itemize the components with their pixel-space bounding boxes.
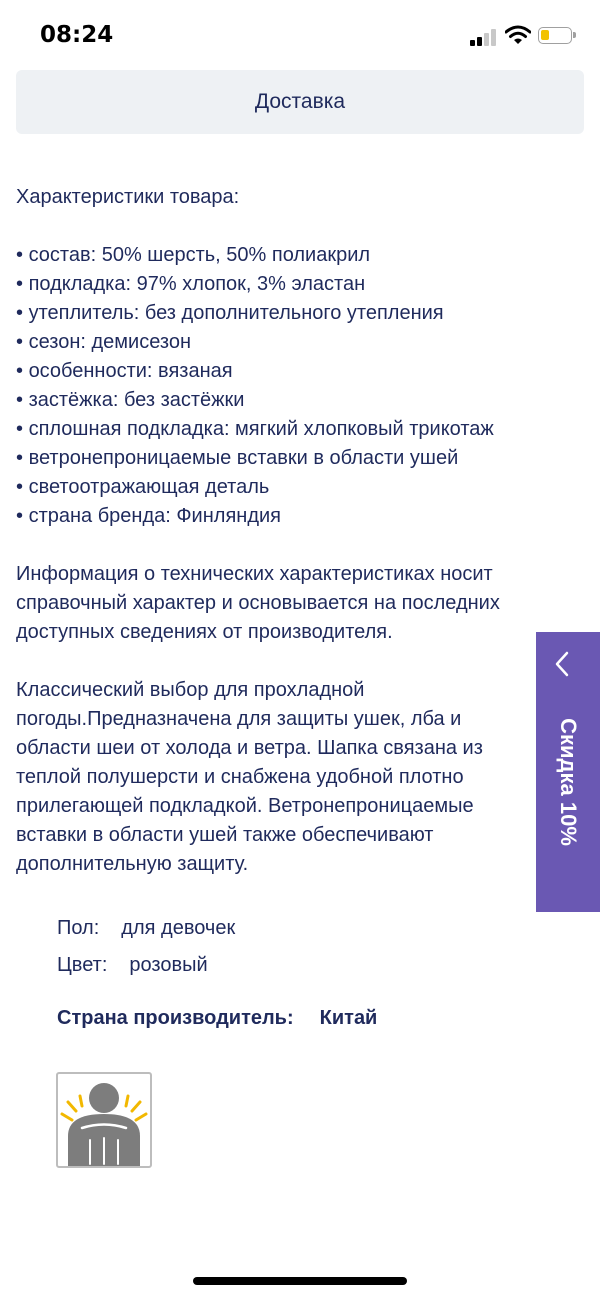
wifi-icon	[505, 24, 531, 46]
product-description	[16, 183, 596, 908]
info-paragraph	[16, 560, 596, 647]
about-line: дополнительную защиту.	[16, 853, 249, 875]
discount-tab[interactable]	[536, 632, 600, 912]
info-line: Информация о технических характеристиках носит	[16, 563, 493, 585]
info-line: справочный характер и основывается на последних	[16, 592, 500, 614]
country-row	[57, 1007, 377, 1030]
color-row	[57, 954, 208, 977]
list-item: • утеплитель: без дополнительного утепления	[16, 299, 596, 328]
battery-icon	[538, 27, 572, 44]
cellular-signal-icon	[470, 26, 500, 46]
list-item: • подкладка: 97% хлопок, 3% эластан	[16, 270, 596, 299]
delivery-button-label: Доставка	[254, 90, 346, 113]
info-line: доступных сведениях от производителя.	[16, 621, 393, 643]
list-item: • страна бренда: Финляндия	[16, 502, 596, 531]
list-item: • светоотражающая деталь	[16, 473, 596, 502]
characteristics-list	[16, 241, 596, 531]
status-time: 08:24	[40, 22, 114, 48]
list-item: • сезон: демисезон	[16, 328, 596, 357]
about-paragraph	[16, 676, 596, 879]
list-item: • сплошная подкладка: мягкий хлопковый трикотаж	[16, 415, 596, 444]
country-label: Страна производитель:	[57, 1007, 294, 1029]
list-item: • ветронепроницаемые вставки в области ушей	[16, 444, 596, 473]
delivery-button[interactable]	[16, 70, 584, 134]
color-value: розовый	[129, 954, 208, 976]
home-indicator[interactable]	[193, 1277, 407, 1285]
warm-body-icon[interactable]	[56, 1072, 152, 1168]
characteristics-heading: Характеристики товара:	[16, 186, 240, 208]
country-value: Китай	[319, 1007, 378, 1029]
about-line: прилегающей подкладкой. Ветронепроницаемые	[16, 795, 474, 817]
chevron-left-icon	[554, 650, 570, 678]
about-line: вставки в области ушей также обеспечивают	[16, 824, 434, 846]
discount-label: Скидка 10%	[556, 718, 581, 846]
gender-row	[57, 917, 235, 940]
gender-label: Пол:	[57, 917, 100, 939]
status-bar	[0, 0, 600, 70]
list-item: • состав: 50% шерсть, 50% полиакрил	[16, 241, 596, 270]
about-line: погоды.Предназначена для защиты ушек, лба и	[16, 708, 462, 730]
list-item: • застёжка: без застёжки	[16, 386, 596, 415]
list-item: • особенности: вязаная	[16, 357, 596, 386]
gender-value: для девочек	[121, 917, 236, 939]
color-label: Цвет:	[57, 954, 108, 976]
about-line: области шеи от холода и ветра. Шапка связана из	[16, 737, 483, 759]
about-line: Классический выбор для прохладной	[16, 679, 365, 701]
about-line: теплой полушерсти и снабжена удобной плотно	[16, 766, 464, 788]
